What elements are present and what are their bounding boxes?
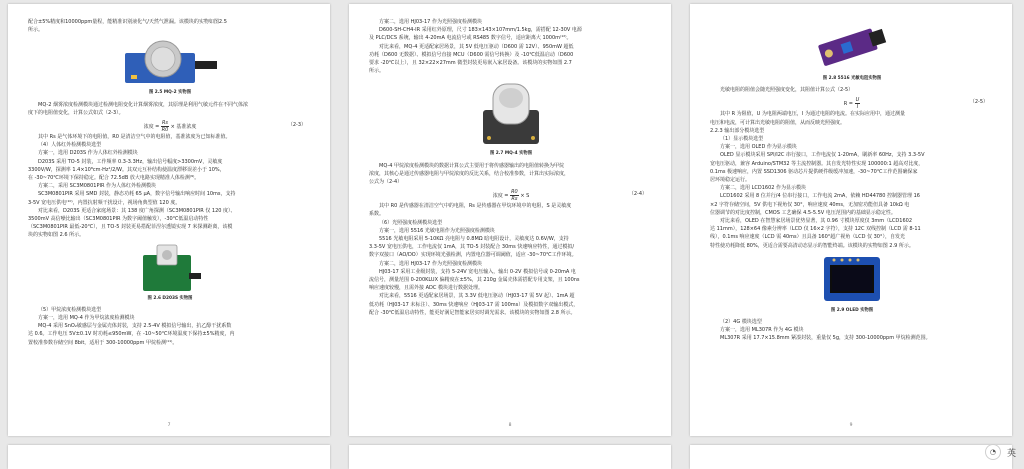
text-line: D203S 采用 TO-5 封装，工作频率 0.3-3.3Hz，输出信号幅度>3300mV，灵敏度 (38, 158, 223, 165)
section-heading: 2.2.3 输出部分模块选型 (710, 127, 765, 134)
figure-caption: 图 2.8 5516 光敏电阻实物图 (822, 76, 882, 81)
equation-2-5 (710, 94, 994, 110)
next-page-preview (690, 445, 1012, 469)
text-line: 线），0.1ms 响应速度（LCD 需 40ms）且具备 160°超广视角（LCD 仅 30°），自发光 (710, 234, 905, 241)
mq2-sensor-image (115, 37, 225, 87)
figure-caption: 图 2.6 D203S 实物图 (147, 295, 193, 301)
text-line: 达 0.6。工作电压 5V±0.1V 时功耗≤950mW，在 -10~50℃环境温度下保持±5%精度，内 (28, 331, 235, 338)
text-line: MQ-4 甲烷浓度检测模块的数据计算公式主要用于将传感器输出的电阻值转换为甲烷 (379, 162, 564, 169)
text-line: 在 -30~70℃环境下保持稳定。配合 72.5dB 放大电路实现精准人体检测⁽⁹⁾。 (28, 175, 200, 182)
text-line: 配合±5%精度和10000ppm量程，能精准识别液化气/天然气泄漏。该模块的实物如图2.5 (28, 19, 227, 25)
text-line: 特性使功耗降低 80%，更适合需要高清动态显示的智能终端。该模块的实物如图 2.9 所示。 (710, 242, 914, 249)
section-heading: （6）光照强度检测模块选型 (379, 219, 443, 226)
text-line: 所示。 (28, 27, 44, 34)
equation-rhs: × 基准浓度 (170, 124, 197, 131)
section-heading: （1）显示模块选型 (720, 136, 764, 143)
text-line: OLED 显示模块采用 SPI/I2C 串行接口，工作电流仅 1-20mA，刷新率 60Hz，支持 3.3-5V (720, 152, 925, 159)
text-line: 达 11mm），128×64 像素分辨率（LCD 仅 16×2 字符），支持 12C 双线控制（LCD 需 8-11 (710, 226, 921, 233)
floating-toolbar (985, 444, 1016, 460)
text-line: LCD1602 采用 8 位并行/4 位串行接口，工作电流 2mA，依赖 HD44780 控制器管理 16 (720, 193, 920, 200)
text-line: 其中 R0 是传感器在清洁空气中的电阻，Rs 是传感器在甲烷环境中的电阻，S 是灵敏度 (379, 203, 572, 210)
text-line: MQ-2 烟雾浓度检测模块通过检测电阻变化计算烟雾浓度，其原理是利用气敏元件在不同气体浓 (38, 101, 248, 108)
equation-number: （2-4） (628, 191, 647, 198)
text-line: 浓度，其核心是通过传感器电阻与甲烷浓度的反比关系，结合校准参数，计算出实际浓度， (369, 170, 570, 177)
photoresistor-module-image (812, 21, 892, 73)
equation-rhs: × S (520, 193, 530, 200)
text-line: 0.1ms 极速响应，内置 SSD1306 驱动芯片提供硬件级缓冲加速，-30~70℃工作范围确保家 (710, 168, 918, 175)
text-line: 位器调节的对比度控制，CMOS 工艺确保 4.5-5.5V 电压范围内的基础显示稳定性。 (710, 209, 896, 216)
text-line: 其中 R 为阻值，U 为电阻两端电压，I 为通过电阻的电流。在实际应用中，通过测量 (720, 111, 905, 118)
text-line: 系数。 (369, 211, 385, 218)
text-line: 数字双接口（AO/DO）实现环境光强检测，内置电位器可调阈值，适应 -30~70℃工作环境。 (369, 252, 577, 259)
text-line: 方案一，选用 OLED 作为显示模块 (720, 144, 797, 151)
text-line: 度下的电阻值变化，计算公式如式（2-3）。 (28, 109, 124, 116)
text-line: 对比来看，MQ-4 更适配家居场景，其 5V 低电压驱动（D600 需 12V）、950mW 超低 (379, 43, 574, 50)
equation-2-4 (369, 186, 653, 202)
text-line: 及 PLC/DCS 系统，输出 4-20mA 电流信号或 RS485 数字信号，适应距离大 1000m⁽¹²⁾。 (369, 35, 572, 42)
equation-number: （2-3） (287, 122, 306, 129)
language-toggle[interactable]: 英 (1006, 448, 1016, 459)
text-line: 方案一，选用 ML307R 作为 4G 模块 (720, 327, 804, 334)
text-line: MQ-4 采用 SnO₂敏感层与金属壳体封装，支持 2.5-4V 模拟信号输出，抗乙醇干扰系数 (38, 323, 232, 330)
equation-denominator: Rs (511, 196, 518, 203)
equation-2-3 (28, 117, 312, 133)
text-line: 方案一，选用 D203S 作为人体红外检测模块 (38, 150, 138, 157)
text-line: ×2 字符存储空间，5V 供电下视角仅 30°，响应速度 40ms，无加密功能但具备 10kΩ 电 (710, 201, 910, 208)
mq4-sensor-image (471, 78, 551, 148)
equation-numerator: U (855, 97, 860, 104)
document-page-1 (8, 4, 330, 436)
figure-caption: 图 2.7 MQ-4 实物图 (489, 151, 533, 157)
text-line: 响应速度较慢，且需外接 ADC 模块进行数据处理。 (369, 285, 483, 292)
text-line: 流信号，测量范围 0-200KLUX 偏精度在±5%，其 210g 金属壳体需搭配专用支架，且 100ns (369, 277, 580, 284)
text-line: 方案一，选用 MQ-4 作为甲烷浓度检测模块 (38, 315, 135, 322)
text-line: 方案一，选用 5516 光敏电阻作为光照强度检测模块 (379, 227, 495, 234)
equation-lhs: R = (843, 101, 853, 108)
text-line: 对比来看，5516 更适配家居场景，其 3.3V 低电压驱动（HJ03-17 需 5V 起）、1mA 超 (379, 293, 575, 300)
figure-caption: 图 2.9 OLED 实物图 (830, 307, 874, 313)
assistant-icon[interactable]: ◔ (985, 444, 1001, 460)
text-line: 公式为（2-4） (369, 179, 403, 186)
text-line: 方案二，选用 HJ03-17 作为光照强度检测模块 (379, 19, 482, 25)
document-page-2 (349, 4, 671, 436)
page-number: 8 (508, 422, 512, 428)
text-line: 3500mV 高信噪比输出（SC3M0801PIR 为数字阈值触发），-30℃低温启动特性 (28, 216, 209, 223)
figure-caption: 图 2.5 MQ-2 实物图 (148, 90, 192, 96)
text-line: 功耗（D600 无数据）、模拟信号直接 MCU（D600 需信号转换）及 -10℃低温启动（D600 (369, 51, 574, 58)
equation-lhs: 浓度 = (143, 124, 160, 131)
text-line: 所示。 (369, 68, 385, 75)
text-line: ML307R 采用 17.7×15.8mm 紧凑封装，重量仅 5g，支持 300-10000ppm 甲烷检测范围。 (720, 335, 931, 342)
text-line: （SC3M0801PIR 最低-20℃），且 TO-5 封装更易搭配菲涅尔透镜实现 7 米探测距离，该模 (28, 224, 233, 231)
equation-lhs: 浓度 = (492, 193, 509, 200)
text-line: HJ03-17 采用工业级封装，支持 5-24V 宽电压输入，输出 0-2V 模拟信号或 0-20mA 电 (379, 268, 576, 275)
oled-display-image (820, 253, 884, 305)
equation-numerator: R0 (511, 189, 518, 196)
text-line: 对比来看，D203S 更适合家庭场景：其 138 度广角探测（SC3M0801PIR 仅 120 度）、 (38, 207, 236, 214)
text-line: D600-SH-CH4-IR 采用红外原理，尺寸 183×143×107mm/1.5kg，需搭配 12-30V 电源 (379, 27, 582, 34)
text-line: 方案二，选用 LCD1602 作为显示模块 (720, 185, 807, 192)
page-number: 9 (849, 422, 853, 428)
equation-denominator: R0 (161, 127, 169, 134)
equation-number: （2-5） (969, 99, 988, 106)
text-line: 块的实物如图 2.6 所示。 (28, 232, 85, 239)
text-line: 要求 -20℃以上），且 32×22×27mm 微型封装更易嵌入家居设备。该模块的实物如图 2.7 (369, 60, 572, 67)
equation-numerator: Rs (161, 120, 169, 127)
text-line: SC3M0801PIR 采用 SMD 封装，静态功耗 65 μA，数字信号输出响应时间 10ms，支持 (38, 191, 236, 198)
text-line: 低功耗（HJ03-17 未标注）、30ms 快速响应（HJ03-17 需 100ms）及模拟数字双输出模式， (369, 301, 579, 308)
text-line: 居环境稳定运行。 (710, 177, 751, 184)
d203s-sensor-image (135, 243, 205, 293)
section-heading: （2）4G 模块选型 (720, 319, 762, 326)
next-page-preview (8, 445, 330, 469)
text-line: 3.3-5V 宽电压供电，工作电流仅 1mA，其 TO-5 封装配合 30ms 快速响应特性，通过模拟/ (369, 244, 575, 251)
text-line: 配合 -30℃低温启动特性，能更好满足智能家居实时调光需求。该模块的实物如图 2.8 所示。 (369, 309, 576, 316)
text-line: 方案二，选用 HJ03-17 作为光照强度检测模块 (379, 260, 482, 267)
text-line: 3-5V 宽电压供电⁽¹⁰⁾，内置抗射频干扰设计，视场角典型值 120 度。 (28, 199, 181, 206)
text-line: 光敏电阻的阻值会随光照强度变化，其阻值计算公式（2-5） (720, 87, 854, 94)
section-heading: （5）甲烷浓度检测模块选型 (38, 306, 102, 313)
equation-denominator: I (856, 104, 859, 111)
text-line: 方案二，采用 SC3M0801PIR 作为人体红外检测模块 (38, 183, 157, 190)
text-line: 5516 光敏电阻采用 5-10KΩ 亮电阻与 0.8MΩ 暗电阻设计，灵敏度达 0.6V/W，支持 (379, 236, 569, 243)
text-line: 电压和电流，可计算出光敏电阻的阻值，从而反映光照强度。 (710, 119, 846, 126)
text-line: 3300V/W，探测率 1.4×10⁸cm·Hz¹/2/W。其双元互补结构使温度漂移误差小于 10%， (28, 166, 225, 173)
document-page-3 (690, 4, 1012, 436)
text-line: 置校准参数存储空间 8bit，适用于 300-10000ppm 甲烷检测⁽¹¹⁾。 (28, 339, 178, 346)
text-line: 对比来看，OLED 在智慧家居场景优势显著，其 0.96 寸模块厚度仅 3mm（LCD1602 (720, 218, 912, 225)
text-line: 宽电压驱动，兼容 Arduino/STM32 等主流控制器。其自发光特性实现 100000:1 超高对比度， (710, 160, 924, 167)
next-page-preview (349, 445, 671, 469)
section-heading: （4）人体红外检测模块选型 (38, 142, 102, 149)
page-number: 7 (167, 422, 171, 428)
text-line: 其中 Rs 是气体环境下的电阻值，R0 是清洁空气中的电阻值，基准浓度为已知标准值。 (38, 134, 231, 141)
